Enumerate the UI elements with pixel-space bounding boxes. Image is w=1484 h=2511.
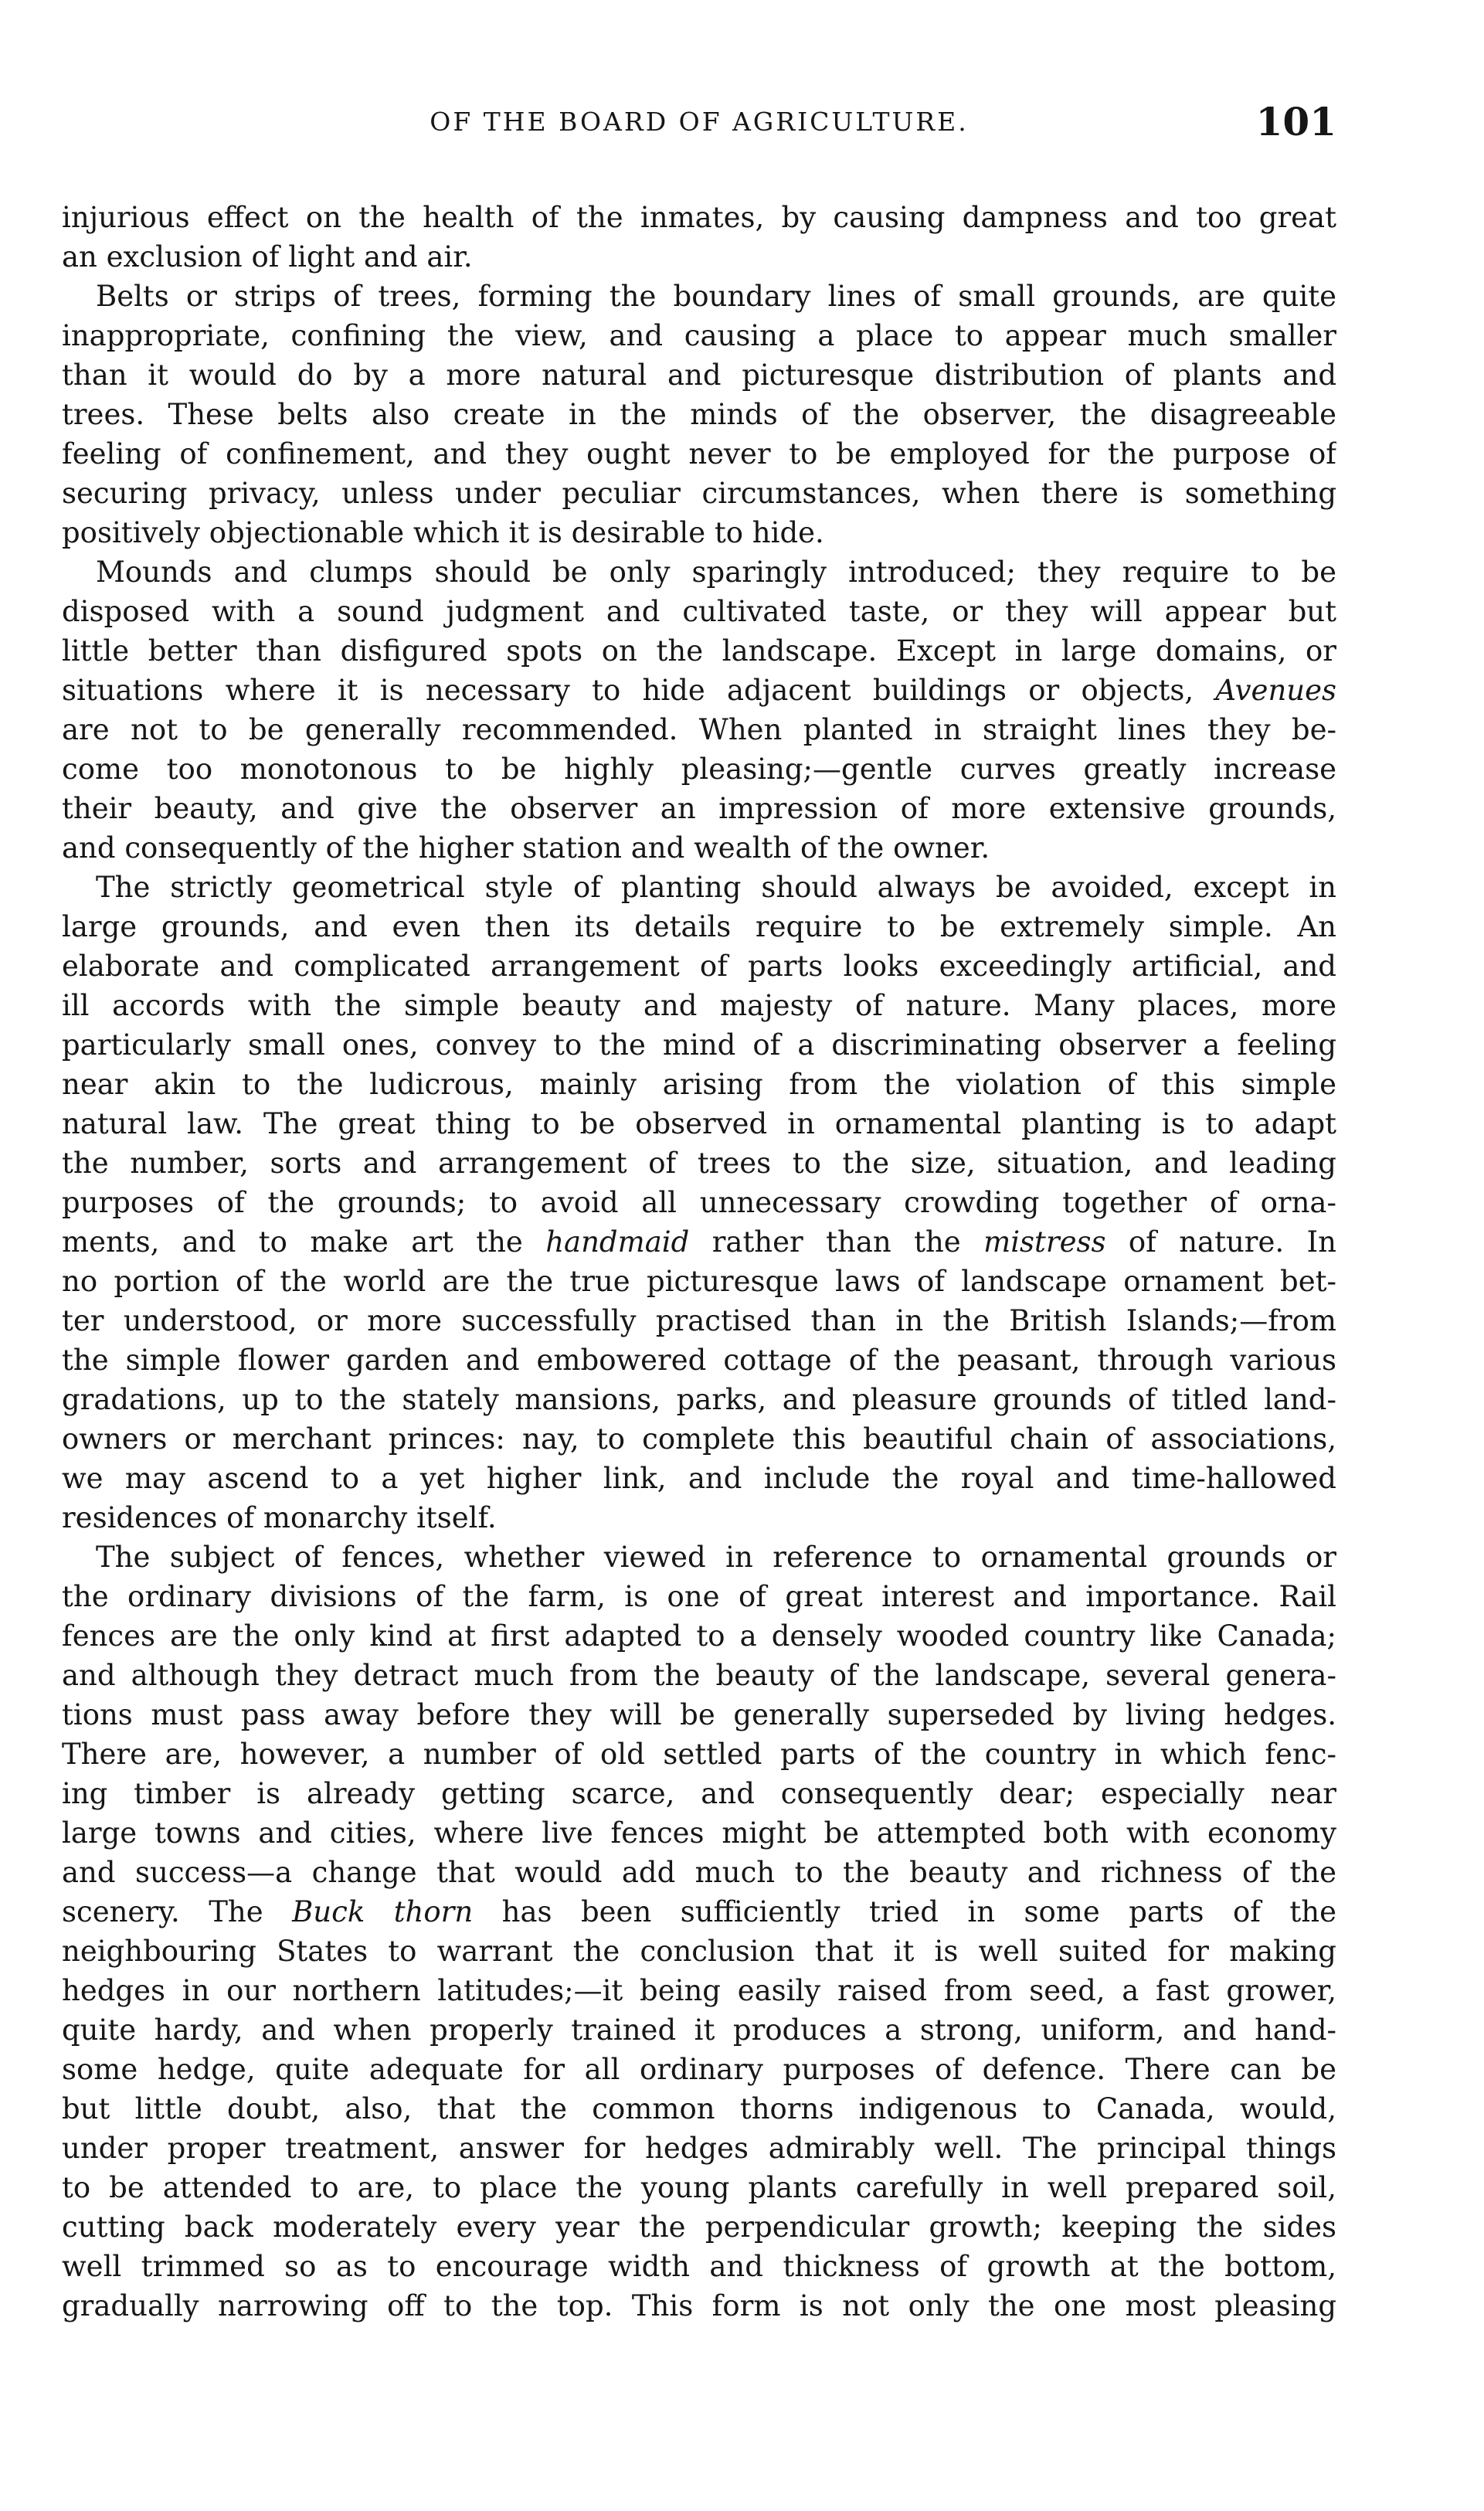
text-line: little better than disfigured spots on the landscape. Except in large domains, or [62,634,1336,668]
text-line: securing privacy, unless under peculiar circumstances, when there is something [62,477,1336,510]
text-line: come too monotonous to be highly pleasing;—gentle curves greatly increase [62,753,1336,786]
text-line: positively objectionable which it is desirable to hide. [62,516,824,549]
text-line: an exclusion of light and air. [62,240,473,274]
text-line: injurious effect on the health of the inmates, by causing dampness and too great [62,201,1336,234]
paragraph [62,198,1336,277]
text-line: their beauty, and give the observer an impression of more extensive grounds, [62,792,1336,825]
paragraph [62,1538,1336,2326]
text-line: near akin to the ludicrous, mainly arising from the violation of this simple [62,1068,1336,1101]
text-line: fences are the only kind at first adapted to a densely wooded country like Canada; [62,1619,1336,1653]
text-line: large towns and cities, where live fences might be attempted both with economy [62,1816,1336,1850]
text-line: and although they detract much from the beauty of the landscape, several genera- [62,1659,1336,1692]
text-line: well trimmed so as to encourage width and thickness of growth at the bottom, [62,2250,1336,2283]
text-line: ments, and to make art the handmaid rather than the mistress of nature. In [62,1225,1336,1259]
text-line: some hedge, quite adequate for all ordinary purposes of defence. There can be [62,2053,1336,2086]
text-line: ill accords with the simple beauty and majesty of nature. Many places, more [62,989,1336,1022]
text-line: tions must pass away before they will be generally superseded by living hedges. [62,1698,1336,1731]
text-line: inappropriate, confining the view, and causing a place to appear much smaller [62,319,1336,352]
text-line: are not to be generally recommended. When planted in straight lines they be- [62,713,1336,746]
text-line: situations where it is necessary to hide adjacent buildings or objects, Avenues [62,674,1336,707]
text-line: gradually narrowing off to the top. This form is not only the one most pleasing [62,2289,1336,2322]
text-line: disposed with a sound judgment and cultivated taste, or they will appear but [62,595,1336,628]
text-line: the simple flower garden and embowered cottage of the peasant, through various [62,1344,1336,1377]
body-text [62,198,1336,2326]
text-line: owners or merchant princes: nay, to complete this beautiful chain of associations, [62,1422,1336,1456]
text-line: to be attended to are, to place the young plants carefully in well prepared soil, [62,2171,1336,2204]
text-line: cutting back moderately every year the perpendicular growth; keeping the sides [62,2210,1336,2244]
text-line: feeling of confinement, and they ought never to be employed for the purpose of [62,437,1336,471]
text-line: the ordinary divisions of the farm, is one of great interest and importance. Rail [62,1580,1336,1613]
text-line: There are, however, a number of old settled parts of the country in which fenc- [62,1738,1336,1771]
text-line: Mounds and clumps should be only sparingly introduced; they require to be [96,556,1336,589]
text-line: under proper treatment, answer for hedges admirably well. The principal things [62,2132,1336,2165]
text-line: and success—a change that would add much to the beauty and richness of the [62,1856,1336,1889]
text-line: the number, sorts and arrangement of trees to the size, situation, and leading [62,1147,1336,1180]
page-number: 101 [1255,99,1336,144]
text-line: ing timber is already getting scarce, and consequently dear; especially near [62,1777,1336,1810]
text-line: elaborate and complicated arrangement of parts looks exceedingly artificial, and [62,950,1336,983]
text-line: we may ascend to a yet higher link, and include the royal and time-hallowed [62,1462,1336,1495]
text-line: residences of monarchy itself. [62,1501,497,1534]
running-head [62,99,1336,161]
running-title: OF THE BOARD OF AGRICULTURE. [430,107,969,137]
text-line: The strictly geometrical style of planting should always be avoided, except in [96,871,1336,904]
text-line: The subject of fences, whether viewed in reference to ornamental grounds or [96,1541,1336,1574]
text-line: large grounds, and even then its details require to be extremely simple. An [62,910,1336,943]
text-line: quite hardy, and when properly trained it produces a strong, uniform, and hand- [62,2013,1336,2047]
text-line: but little doubt, also, that the common thorns indigenous to Canada, would, [62,2092,1336,2125]
paragraph [62,277,1336,552]
text-line: than it would do by a more natural and picturesque distribution of plants and [62,358,1336,392]
text-line: hedges in our northern latitudes;—it being easily raised from seed, a fast grower, [62,1974,1336,2007]
text-line: ter understood, or more successfully practised than in the British Islands;—from [62,1304,1336,1337]
text-line: trees. These belts also create in the minds of the observer, the disagreeable [62,398,1336,431]
text-line: natural law. The great thing to be observed in ornamental planting is to adapt [62,1107,1336,1140]
text-line: gradations, up to the stately mansions, parks, and pleasure grounds of titled land- [62,1383,1336,1416]
text-line: and consequently of the higher station and wealth of the owner. [62,831,990,865]
text-line: particularly small ones, convey to the mind of a discriminating observer a feeling [62,1028,1336,1062]
text-line: no portion of the world are the true picturesque laws of landscape ornament bet- [62,1265,1336,1298]
text-line: Belts or strips of trees, forming the boundary lines of small grounds, are quite [96,280,1336,313]
text-line: purposes of the grounds; to avoid all unnecessary crowding together of orna- [62,1186,1336,1219]
paragraph [62,552,1336,868]
text-line: neighbouring States to warrant the conclusion that it is well suited for making [62,1935,1336,1968]
text-line: scenery. The Buck thorn has been sufficiently tried in some parts of the [62,1895,1336,1928]
paragraph [62,868,1336,1538]
